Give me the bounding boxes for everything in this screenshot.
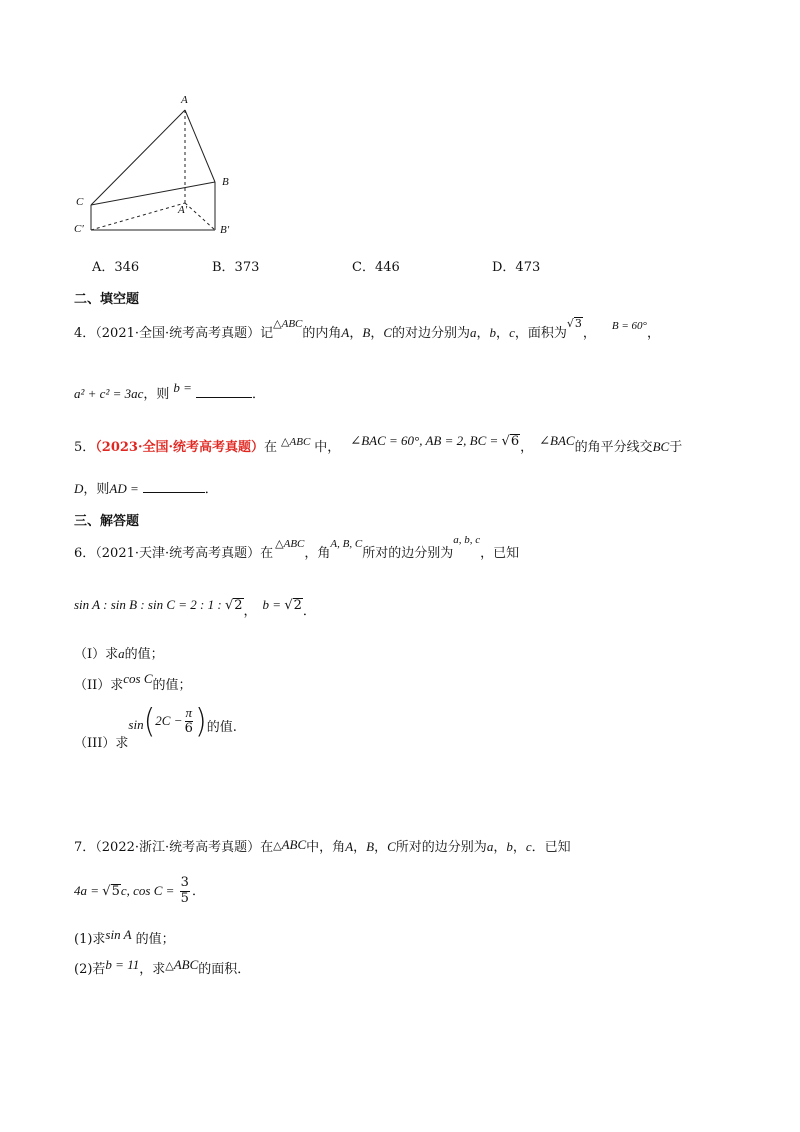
q4-text3: ，面积为 bbox=[514, 326, 567, 341]
q4-equation: a² + c² = 3ac bbox=[74, 386, 144, 401]
q6-text2: 所对的边分别为 bbox=[362, 546, 454, 561]
q5-line1 bbox=[74, 433, 683, 455]
q4-then: ，则 bbox=[143, 387, 170, 402]
q6-p1-end: 的值； bbox=[124, 647, 164, 662]
q5-bc: BC bbox=[652, 439, 670, 454]
q7-eq1: 4a = bbox=[74, 882, 103, 898]
option-b: B．373 bbox=[212, 260, 260, 275]
triangle-icon: △ bbox=[275, 537, 284, 550]
option-c: C．446 bbox=[352, 260, 400, 275]
q7-sep1: ， bbox=[353, 840, 367, 855]
q6-p2-expr: cos C bbox=[123, 671, 153, 686]
q4-text2: 的对边分别为 bbox=[392, 326, 471, 341]
q6-text3: ，已知 bbox=[480, 546, 520, 561]
q4-sqrt3-val: 3 bbox=[574, 317, 582, 330]
q4-angle-cond: B = 60° bbox=[611, 320, 647, 332]
q6-ratio: sin A : sin B : sin C = 2 : 1 : bbox=[74, 597, 225, 612]
section-title-solution: 三、解答题 bbox=[74, 514, 140, 529]
label-A: A bbox=[181, 94, 188, 106]
triangle-icon: △ bbox=[273, 839, 282, 852]
q4-sep3: ， bbox=[476, 326, 490, 341]
q4-comma2: ， bbox=[646, 326, 660, 341]
q6-part3 bbox=[74, 704, 237, 754]
q4-triangle: ABC bbox=[281, 318, 303, 330]
q7-var-A: A bbox=[345, 839, 354, 854]
q6-sqrt2b: √2 bbox=[284, 598, 302, 613]
q5-answer-blank[interactable] bbox=[143, 480, 205, 493]
q6-sqrt2: √2 bbox=[224, 598, 243, 613]
q6-triangle: ABC bbox=[283, 538, 305, 550]
q7-var-c: c bbox=[525, 839, 532, 854]
q7-end: ． bbox=[191, 883, 205, 899]
q4-var-b: b bbox=[489, 325, 497, 340]
q6-source: （2021·天津·统考高考真题）在 bbox=[95, 546, 274, 561]
q5-condition: ∠BAC = 60°, AB = 2, BC = bbox=[350, 433, 502, 448]
q6-p3-label: （III）求 bbox=[74, 736, 129, 751]
label-B-prime: B′ bbox=[220, 224, 230, 236]
q7-p1-label: (1)求 bbox=[74, 932, 106, 947]
q6-p2-end: 的值； bbox=[152, 678, 192, 693]
q5-triangle: ABC bbox=[289, 436, 311, 448]
q6-comma: ， bbox=[243, 604, 257, 619]
q6-p3-den: 6 bbox=[184, 721, 193, 736]
q6-p3-sin: sin bbox=[128, 717, 144, 732]
q5-sqrt6-val: 6 bbox=[510, 434, 520, 449]
q5-number: 5． bbox=[74, 440, 96, 455]
q7-p2-mid: ，求 bbox=[139, 962, 166, 977]
q6-p3-lparen: ( bbox=[143, 702, 156, 741]
q7-line2 bbox=[74, 876, 205, 907]
triangle-icon: △ bbox=[281, 435, 290, 448]
q5-sqrt6: √6 bbox=[501, 434, 520, 449]
section-title-fill-in: 二、填空题 bbox=[74, 292, 140, 307]
q7-triangle: ABC bbox=[281, 837, 307, 852]
q7-text1: 中，角 bbox=[306, 840, 346, 855]
q6-sides: a, b, c bbox=[453, 534, 481, 546]
prism-diagram bbox=[60, 92, 280, 252]
q7-eq2: c, cos C = bbox=[120, 882, 178, 898]
q5-line2 bbox=[74, 478, 218, 497]
label-A-prime: A′ bbox=[178, 204, 188, 216]
q5-mid: 中， bbox=[314, 440, 341, 455]
q7-text3: ．已知 bbox=[531, 840, 571, 855]
q6-p3-inner: 2C − bbox=[155, 713, 183, 728]
option-d: D．473 bbox=[492, 260, 541, 275]
q7-sqrt5-val: 5 bbox=[111, 883, 120, 899]
q7-p2-triangle: ABC bbox=[173, 957, 199, 972]
q7-sep2: ， bbox=[374, 840, 388, 855]
q6-part1 bbox=[74, 643, 164, 662]
q6-text1: ，角 bbox=[304, 546, 331, 561]
q7-den: 5 bbox=[180, 890, 189, 906]
q4-line1 bbox=[74, 317, 660, 341]
q7-p1-end: 的值； bbox=[135, 932, 175, 947]
q5-comma: ， bbox=[520, 440, 534, 455]
q7-p2-expr: b = 11 bbox=[105, 957, 140, 972]
q7-part2 bbox=[74, 958, 250, 977]
triangle-icon: △ bbox=[273, 317, 282, 330]
q7-part1 bbox=[74, 928, 175, 947]
q4-var-a: a bbox=[470, 325, 477, 340]
q7-line1 bbox=[74, 836, 571, 855]
label-C: C bbox=[76, 196, 84, 208]
q5-source: （2023·全国·统考高考真题） bbox=[95, 440, 265, 455]
q6-p3-num: π bbox=[185, 705, 193, 721]
q4-var-A: A bbox=[341, 325, 350, 340]
q7-var-b: b bbox=[506, 839, 513, 854]
triangle-icon: △ bbox=[165, 959, 174, 972]
q5-end: ． bbox=[204, 482, 218, 497]
q7-frac bbox=[180, 876, 190, 907]
q6-angles: A, B, C bbox=[330, 538, 363, 550]
label-C-prime: C′ bbox=[74, 223, 84, 235]
q5-text: 的角平分线交 bbox=[574, 440, 653, 455]
q7-p2-label: (2)若 bbox=[74, 962, 106, 977]
q5-angle: ∠BAC bbox=[539, 433, 575, 448]
q6-b-eq: b = bbox=[262, 597, 285, 612]
q6-p3-rparen: ) bbox=[195, 702, 207, 741]
q5-D: D bbox=[74, 481, 84, 496]
q4-answer-blank[interactable] bbox=[196, 385, 252, 398]
q6-p2-label: （II）求 bbox=[74, 678, 124, 693]
q7-var-B: B bbox=[366, 839, 375, 854]
prism-figure bbox=[60, 92, 280, 252]
q6-line1 bbox=[74, 534, 520, 561]
q7-number: 7． bbox=[74, 840, 96, 855]
q5-yu: 于 bbox=[669, 440, 683, 455]
q4-sep4: ， bbox=[496, 326, 510, 341]
q7-sep4: ， bbox=[512, 840, 526, 855]
q6-line2 bbox=[74, 594, 316, 619]
q4-var-C: C bbox=[383, 325, 393, 340]
q4-line2 bbox=[74, 380, 265, 402]
q4-number: 4． bbox=[74, 326, 96, 341]
q4-end: ． bbox=[251, 387, 265, 402]
q6-p3-frac bbox=[185, 706, 194, 737]
q4-var-c: c bbox=[509, 325, 515, 340]
q6-p1-label: （I）求 bbox=[74, 647, 119, 662]
q4-sep2: ， bbox=[370, 326, 384, 341]
q4-var-B: B bbox=[362, 325, 371, 340]
q6-p1-var: a bbox=[118, 646, 125, 661]
q7-var-a: a bbox=[486, 839, 494, 854]
q4-text1: 的内角 bbox=[302, 326, 342, 341]
q6-end: ． bbox=[302, 604, 316, 619]
q4-source: （2021·全国·统考高考真题）记 bbox=[95, 326, 274, 341]
q6-sqrt2-val: 2 bbox=[234, 598, 243, 613]
q4-sep1: ， bbox=[349, 326, 363, 341]
q7-num: 3 bbox=[180, 875, 189, 890]
q7-text2: 所对的边分别为 bbox=[395, 840, 487, 855]
q4-sqrt3: √3 bbox=[566, 317, 582, 330]
q7-var-C: C bbox=[387, 839, 396, 854]
q4-comma1: ， bbox=[582, 326, 596, 341]
q7-sqrt5: √5 bbox=[102, 883, 120, 899]
q7-p1-expr: sin A bbox=[105, 927, 132, 942]
q6-number: 6． bbox=[74, 546, 96, 561]
label-B: B bbox=[222, 176, 229, 188]
q6-sqrt2b-val: 2 bbox=[293, 598, 302, 613]
q5-ad: AD = bbox=[109, 481, 139, 496]
q6-part2 bbox=[74, 671, 192, 693]
q4-b-eq: b = bbox=[173, 380, 192, 395]
q5-in: 在 bbox=[264, 440, 278, 455]
q7-p2-end: 的面积． bbox=[198, 962, 251, 977]
q5-then: ，则 bbox=[83, 482, 110, 497]
q6-p3-end: 的值. bbox=[206, 720, 237, 735]
option-a: A．346 bbox=[92, 260, 140, 275]
q7-source: （2022·浙江·统考高考真题）在 bbox=[95, 840, 274, 855]
q7-sep3: ， bbox=[493, 840, 507, 855]
